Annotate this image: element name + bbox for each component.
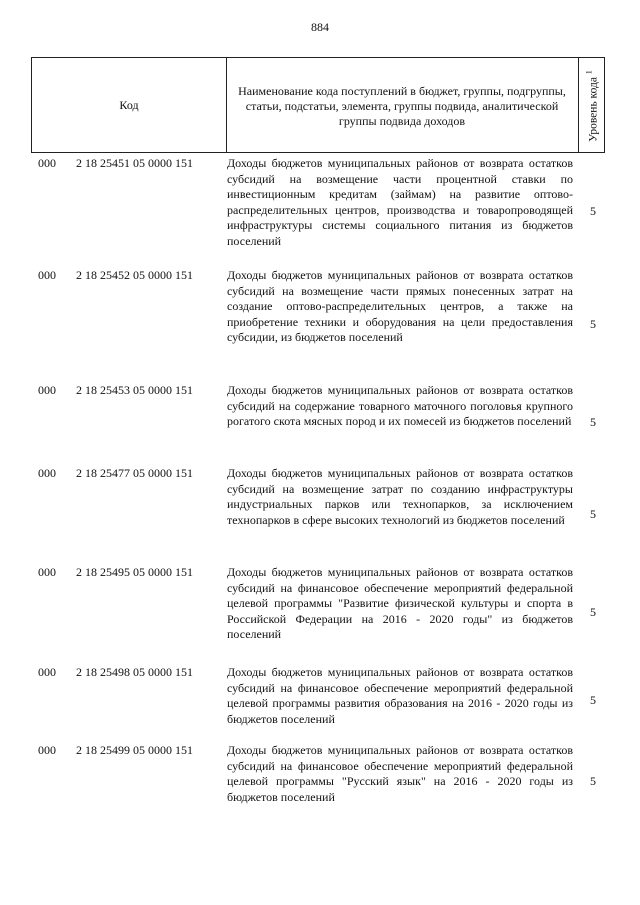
page-number: 884 [311, 20, 329, 34]
header-divider [226, 58, 227, 152]
row-level: 5 [590, 415, 596, 429]
table-header [31, 57, 605, 153]
header-code: Код [119, 98, 139, 112]
row-level: 5 [590, 605, 596, 619]
row-admin-code: 000 [38, 743, 56, 757]
row-revenue-code: 2 18 25451 05 0000 151 [76, 156, 193, 170]
row-admin-code: 000 [38, 665, 56, 679]
row-revenue-code: 2 18 25495 05 0000 151 [76, 565, 193, 579]
row-level: 5 [590, 507, 596, 521]
row-revenue-code: 2 18 25477 05 0000 151 [76, 466, 193, 480]
row-level: 5 [590, 204, 596, 218]
row-description: Доходы бюджетов муниципальных районов от возврата остатков субсидий на возмещение затрат по созданию инфраструктуры индустриальных парков или технопарков, за исключением технопарков в сфере высоких технологий из бюджетов поселений [227, 466, 573, 527]
row-description: Доходы бюджетов муниципальных районов от возврата остатков субсидий на возмещение части процентной ставки по инвестиционным кредитам (займам) на развитие оптово-распределительных центров, производства и товаропроводящей инфраструктуры системы социального питания из бюджетов поселений [227, 156, 573, 248]
row-revenue-code: 2 18 25453 05 0000 151 [76, 383, 193, 397]
header-name: Наименование кода поступлений в бюджет, группы, подгруппы, статьи, подстатьи, элемента, группы подвида, аналитической группы подвида доходов [238, 84, 566, 128]
row-admin-code: 000 [38, 156, 56, 170]
row-admin-code: 000 [38, 565, 56, 579]
header-level [578, 58, 606, 154]
row-revenue-code: 2 18 25498 05 0000 151 [76, 665, 193, 679]
row-admin-code: 000 [38, 268, 56, 282]
row-revenue-code: 2 18 25499 05 0000 151 [76, 743, 193, 757]
row-description: Доходы бюджетов муниципальных районов от возврата остатков субсидий на финансовое обеспечение мероприятий федеральной целевой программы развития образования на 2016 - 2020 годы из бюджетов поселений [227, 665, 573, 726]
header-level-label: Уровень кода [587, 77, 600, 142]
row-description: Доходы бюджетов муниципальных районов от возврата остатков субсидий на финансовое обеспечение мероприятий федеральной целевой программы "Русский язык" на 2016 - 2020 годы из бюджетов поселений [227, 743, 573, 804]
header-level-footnote: 1 [584, 70, 594, 75]
row-level: 5 [590, 693, 596, 707]
row-level: 5 [590, 774, 596, 788]
row-admin-code: 000 [38, 466, 56, 480]
row-description: Доходы бюджетов муниципальных районов от возврата остатков субсидий на финансовое обеспечение мероприятий федеральной целевой программы "Развитие физической культуры и спорта в Российской Федерации на 2016 - 2020 годы" из бюджетов поселений [227, 565, 573, 642]
row-admin-code: 000 [38, 383, 56, 397]
row-description: Доходы бюджетов муниципальных районов от возврата остатков субсидий на содержание товарного маточного поголовья крупного рогатого скота мясных пород и их помесей из бюджетов поселений [227, 383, 573, 429]
row-revenue-code: 2 18 25452 05 0000 151 [76, 268, 193, 282]
row-description: Доходы бюджетов муниципальных районов от возврата остатков субсидий на возмещение части прямых понесенных затрат на создание оптово-распределительных центров, а также на приобретение техники и оборудования на цели предоставления субсидии, из бюджетов поселений [227, 268, 573, 345]
row-level: 5 [590, 317, 596, 331]
